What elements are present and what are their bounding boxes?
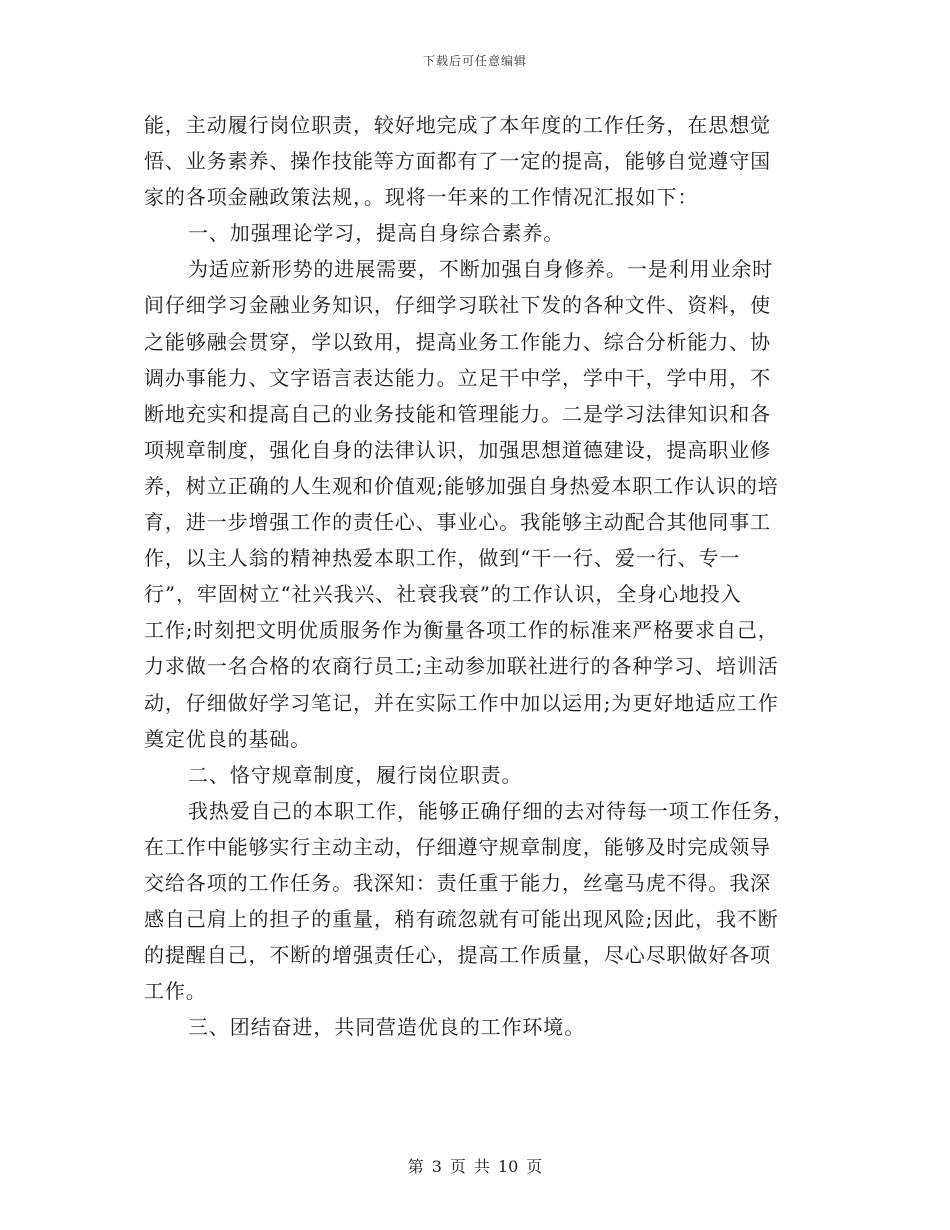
body-line: 的提醒自己，不断的增强责任心，提高工作质量，尽心尽职做好各项 [144, 943, 771, 968]
paragraph-start: 为适应新形势的进展需要，不断加强自身修养。一是利用业余时 [188, 257, 774, 282]
body-line: 交给各项的工作任务。我深知：责任重于能力，丝毫马虎不得。我深 [144, 870, 771, 895]
page-footer [0, 1154, 950, 1177]
body-line: 工作;时刻把文明优质服务作为衡量各项工作的标准来严格要求自己， [144, 618, 779, 643]
section-heading-1: 一、加强理论学习，提高自身综合素养。 [188, 221, 565, 246]
body-line: 调办事能力、文字语言表达能力。立足干中学，学中干，学中用，不 [144, 365, 771, 390]
body-line: 断地充实和提高自己的业务技能和管理能力。二是学习法律知识和各 [144, 401, 771, 426]
page-header: 下载后可任意编辑 [422, 54, 527, 68]
body-line: 之能够融会贯穿，学以致用，提高业务工作能力、综合分析能力、协 [144, 329, 771, 354]
body-line: 悟、业务素养、操作技能等方面都有了一定的提高，能够自觉遵守国 [144, 149, 771, 174]
total-pages-number: 10 [497, 1157, 519, 1176]
body-line: 在工作中能够实行主动主动，仔细遵守规章制度，能够及时完成领导 [144, 834, 771, 859]
body-line: 动，仔细做好学习笔记，并在实际工作中加以运用;为更好地适应工作 [144, 690, 779, 715]
footer-label-gong: 共 [473, 1157, 490, 1176]
body-line: 项规章制度，强化自身的法律认识，加强思想道德建设，提高职业修 [144, 437, 771, 462]
body-line: 工作。 [144, 979, 207, 1004]
footer-label-di: 第 [407, 1157, 424, 1176]
section-heading-3: 三、团结奋进，共同营造优良的工作环境。 [188, 1015, 586, 1040]
body-line: 力求做一名合格的农商行员工;主动参加联社进行的各种学习、培训活 [144, 654, 779, 679]
body-line: 家的各项金融政策法规，。现将一年来的工作情况汇报如下： [144, 185, 699, 210]
body-line: 奠定优良的基础。 [144, 726, 312, 751]
section-heading-2: 二、恪守规章制度，履行岗位职责。 [188, 762, 523, 787]
body-line: 感自己肩上的担子的重量，稍有疏忽就有可能出现风险;因此，我不断 [144, 907, 779, 932]
body-line: 养，树立正确的人生观和价值观;能够加强自身热爱本职工作认识的培 [144, 473, 779, 498]
paragraph-start: 我热爱自己的本职工作，能够正确仔细的去对待每一项工作任务， [188, 798, 795, 823]
document-body [144, 107, 806, 1045]
body-line: 作，以主人翁的精神热爱本职工作，做到“干一行、爱一行、专一 [144, 546, 741, 571]
body-line: 育，进一步增强工作的责任心、事业心。我能够主动配合其他同事工 [144, 510, 771, 535]
body-line: 能，主动履行岗位职责，较好地完成了本年度的工作任务，在思想觉 [144, 113, 771, 137]
footer-label-ye: 页 [449, 1157, 466, 1176]
body-line: 行”，牢固树立“社兴我兴、社衰我衰”的工作认识，全身心地投入 [144, 582, 742, 607]
current-page-number: 3 [431, 1157, 442, 1176]
body-line: 间仔细学习金融业务知识，仔细学习联社下发的各种文件、资料，使 [144, 293, 771, 318]
footer-label-ye2: 页 [526, 1157, 543, 1176]
